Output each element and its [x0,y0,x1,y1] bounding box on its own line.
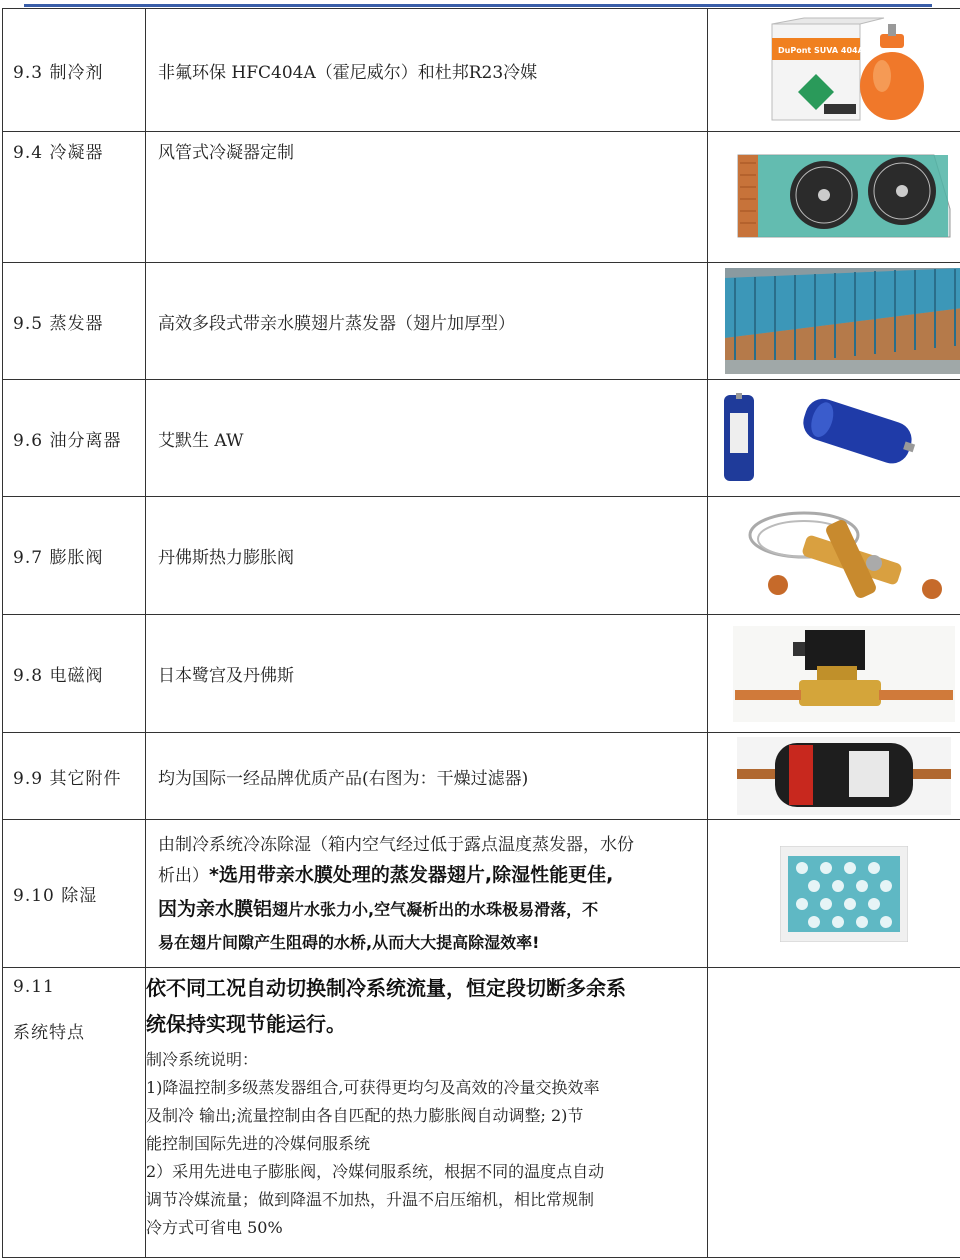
item-description: 均为国际一经品牌优质产品(右图为：干燥过滤器) [146,733,708,820]
table-row [3,615,960,733]
table-row [3,380,960,497]
item-number: 9.10 除湿 [3,820,146,968]
expansion-valve-icon [744,501,944,611]
spec-table [2,8,960,1258]
dehumidification-description [146,820,708,968]
desc-line: 1)降温控制多级蒸发器组合,可获得更均匀及高效的冷量交换效率 [146,1078,600,1097]
table-row [3,9,960,132]
product-image-cell [708,263,960,380]
desc-line: 易在翅片间隙产生阻碍的水桥,从而大大提高除湿效率! [158,932,540,952]
evaporator-fins-icon [725,268,960,374]
desc-text: 析出） [158,865,209,886]
item-description: 丹佛斯热力膨胀阀 [146,497,708,615]
item-description: 风管式冷凝器定制 [146,132,708,263]
item-number-text: 9.11 [13,977,55,997]
product-image-cell [708,497,960,615]
table-row [3,733,960,820]
oil-separator-icon [720,393,920,483]
desc-bold-text: *选用带亲水膜处理的蒸发器翅片,除湿性能更佳, [209,863,614,886]
item-number: 9.5 蒸发器 [3,263,146,380]
item-number: 9.8 电磁阀 [3,615,146,733]
product-image-cell [708,9,960,132]
item-description: 日本鹭宫及丹佛斯 [146,615,708,733]
table-row [3,968,960,1258]
item-number: 9.3 制冷剂 [3,9,146,132]
system-features-description [146,968,708,1258]
product-image-cell [708,820,960,968]
item-number-text: 系统特点 [13,1023,85,1043]
desc-bold-text: 因为亲水膜铝 [158,897,273,920]
product-image-cell [708,380,960,497]
table-row [3,497,960,615]
product-image-cell [708,733,960,820]
item-number: 9.7 膨胀阀 [3,497,146,615]
desc-line: 能控制国际先进的冷媒伺服系统 [146,1134,371,1153]
filter-drier-icon [737,737,951,815]
table-row [3,820,960,968]
item-number: 9.4 冷凝器 [3,132,146,263]
item-number [3,968,146,1258]
desc-line: 由制冷系统冷冻除湿（箱内空气经过低于露点温度蒸发器，水份 [158,834,634,855]
item-description: 艾默生 AW [146,380,708,497]
item-description: 非氟环保 HFC404A（霍尼威尔）和杜邦R23冷媒 [146,9,708,132]
empty-image-cell [708,968,960,1258]
table-row [3,263,960,380]
desc-line: 冷方式可省电 50% [146,1218,283,1237]
hydrophilic-fin-closeup-icon [780,846,908,942]
item-number: 9.9 其它附件 [3,733,146,820]
box-brand-text: DuPont SUVA 404A [778,46,864,55]
table-row [3,132,960,263]
headline-line: 统保持实现节能运行。 [146,1012,346,1036]
desc-line: 2）采用先进电子膨胀阀，冷媒伺服系统，根据不同的温度点自动 [146,1162,605,1181]
desc-bold-text: 翅片水张力小,空气凝析出的水珠极易滑落，不 [272,899,599,919]
solenoid-valve-icon [733,626,955,722]
top-rule [24,4,932,7]
desc-line: 调节冷媒流量；做到降温不加热，升温不启压缩机，相比常规制 [146,1190,595,1209]
headline-line: 依不同工况自动切换制冷系统流量，恒定段切断多余系 [146,976,626,1000]
item-description: 高效多段式带亲水膜翅片蒸发器（翅片加厚型） [146,263,708,380]
item-number: 9.6 油分离器 [3,380,146,497]
refrigerant-cylinder-icon [764,16,924,124]
desc-line [158,891,707,928]
system-label: 制冷系统说明： [146,1050,259,1069]
product-image-cell [708,132,960,263]
desc-line: 及制冷 输出;流量控制由各自匹配的热力膨胀阀自动调整; 2)节 [146,1106,584,1125]
desc-line [158,860,707,891]
product-image-cell [708,615,960,733]
condenser-fans-icon [734,149,954,245]
